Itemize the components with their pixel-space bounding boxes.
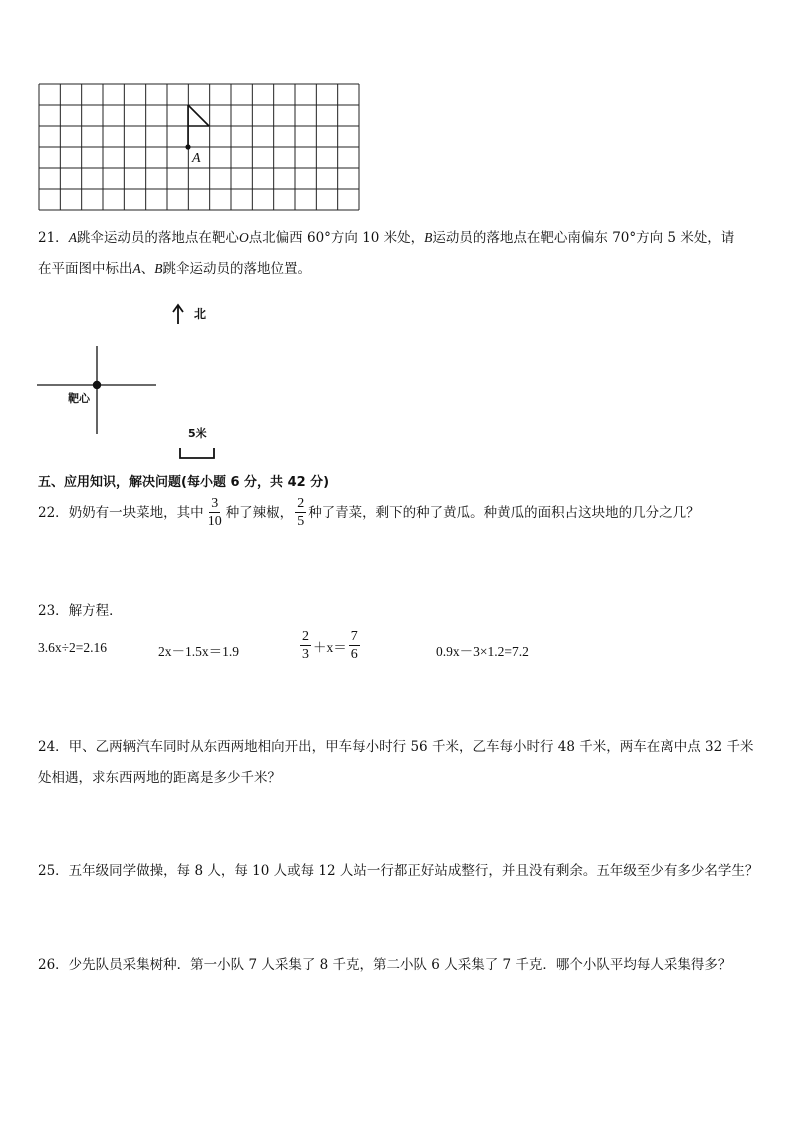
grid-point-label: A [192, 151, 201, 166]
q21-line2-label-b: B [154, 261, 163, 276]
q23-equation-1: 3.6x÷2=2.16 [38, 640, 108, 655]
scale-label: 5米 [188, 427, 207, 440]
q23-eq3-right-den: 6 [350, 647, 358, 662]
q21-line1 [38, 228, 734, 248]
q22-fraction-2-num: 2 [297, 496, 305, 511]
q22-fraction-1 [206, 495, 224, 530]
q21-line2-sep: 、 [140, 261, 155, 277]
q21-label-o: O [238, 230, 249, 245]
q23-number: 23． [38, 603, 69, 619]
north-label: 北 [194, 307, 207, 321]
q23-equation-2: 2x－1.5x＝1.9 [158, 644, 239, 659]
grid-figure [38, 83, 362, 213]
q23-eq3-middle: ＋x＝ [313, 639, 347, 655]
q21-text-2: 点北偏西 60°方向 10 米处， [248, 230, 425, 246]
q25-text: 25．五年级同学做操，每 8 人，每 10 人或每 12 人站一行都正好站成整行，并且没有剩余。五年级至少有多少名学生？ [38, 863, 759, 879]
q22-fraction-1-den: 10 [207, 514, 222, 529]
q22-text-1: 奶奶有一块菜地，其中 [68, 504, 204, 521]
q23-title: 解方程． [68, 603, 123, 619]
q21-line2-label-a: A [132, 261, 141, 276]
q21-line2-end: 跳伞运动员的落地位置。 [162, 261, 311, 277]
q23-title-line [38, 601, 123, 621]
q24-line1: 24．甲、乙两辆汽车同时从东西两地相向开出，甲车每小时行 56 千米，乙车每小时行 48 千米，两车在离中点 32 千米 [38, 739, 754, 755]
target-center-label: 靶心 [68, 392, 90, 405]
grid-diagonal-segment [188, 105, 209, 126]
q22-line [38, 495, 700, 530]
q23-eq3-left-fraction [300, 628, 311, 663]
scale-bar [180, 448, 214, 458]
q21-line2 [38, 259, 311, 279]
q26-text: 26．少先队员采集树种．第一小队 7 人采集了 8 千克，第二小队 6 人采集了 7 千克．哪个小队平均每人采集得多？ [38, 957, 732, 973]
target-center-dot [93, 381, 101, 389]
q21-line2-text: 在平面图中标出 [38, 261, 133, 277]
section5-title: 五、应用知识，解决问题(每小题 6 分，共 42 分) [38, 475, 330, 490]
q21-text-1: 跳伞运动员的落地点在靶心 [76, 230, 239, 246]
q23-eq3-left-num: 2 [302, 629, 309, 644]
grid-point-a [185, 144, 190, 149]
q21-number: 21． [38, 230, 69, 246]
q24-line2: 处相遇，求东西两地的距离是多少千米？ [38, 770, 281, 786]
q22-number: 22． [38, 504, 69, 521]
q23-equation-3 [298, 628, 362, 663]
q21-label-a: A [68, 230, 77, 245]
q22-fraction-2 [295, 495, 306, 530]
q22-fraction-2-den: 5 [297, 514, 305, 529]
q21-label-b: B [424, 230, 433, 245]
q22-text-3: 种了青菜，剩下的种了黄瓜。种黄瓜的面积占这块地的几分之几？ [308, 504, 700, 521]
q23-eq3-right-num: 7 [350, 629, 358, 644]
q23-eq3-left-den: 3 [302, 647, 309, 662]
q22-text-2: 种了辣椒， [225, 504, 294, 521]
q23-equation-4: 0.9x－3×1.2=7.2 [436, 644, 529, 659]
q21-text-3: 运动员的落地点在靶心南偏东 70°方向 5 米处，请 [432, 230, 735, 246]
q23-eq3-right-fraction [349, 628, 360, 663]
q22-fraction-1-num: 3 [211, 496, 219, 511]
target-map-figure [30, 298, 250, 468]
